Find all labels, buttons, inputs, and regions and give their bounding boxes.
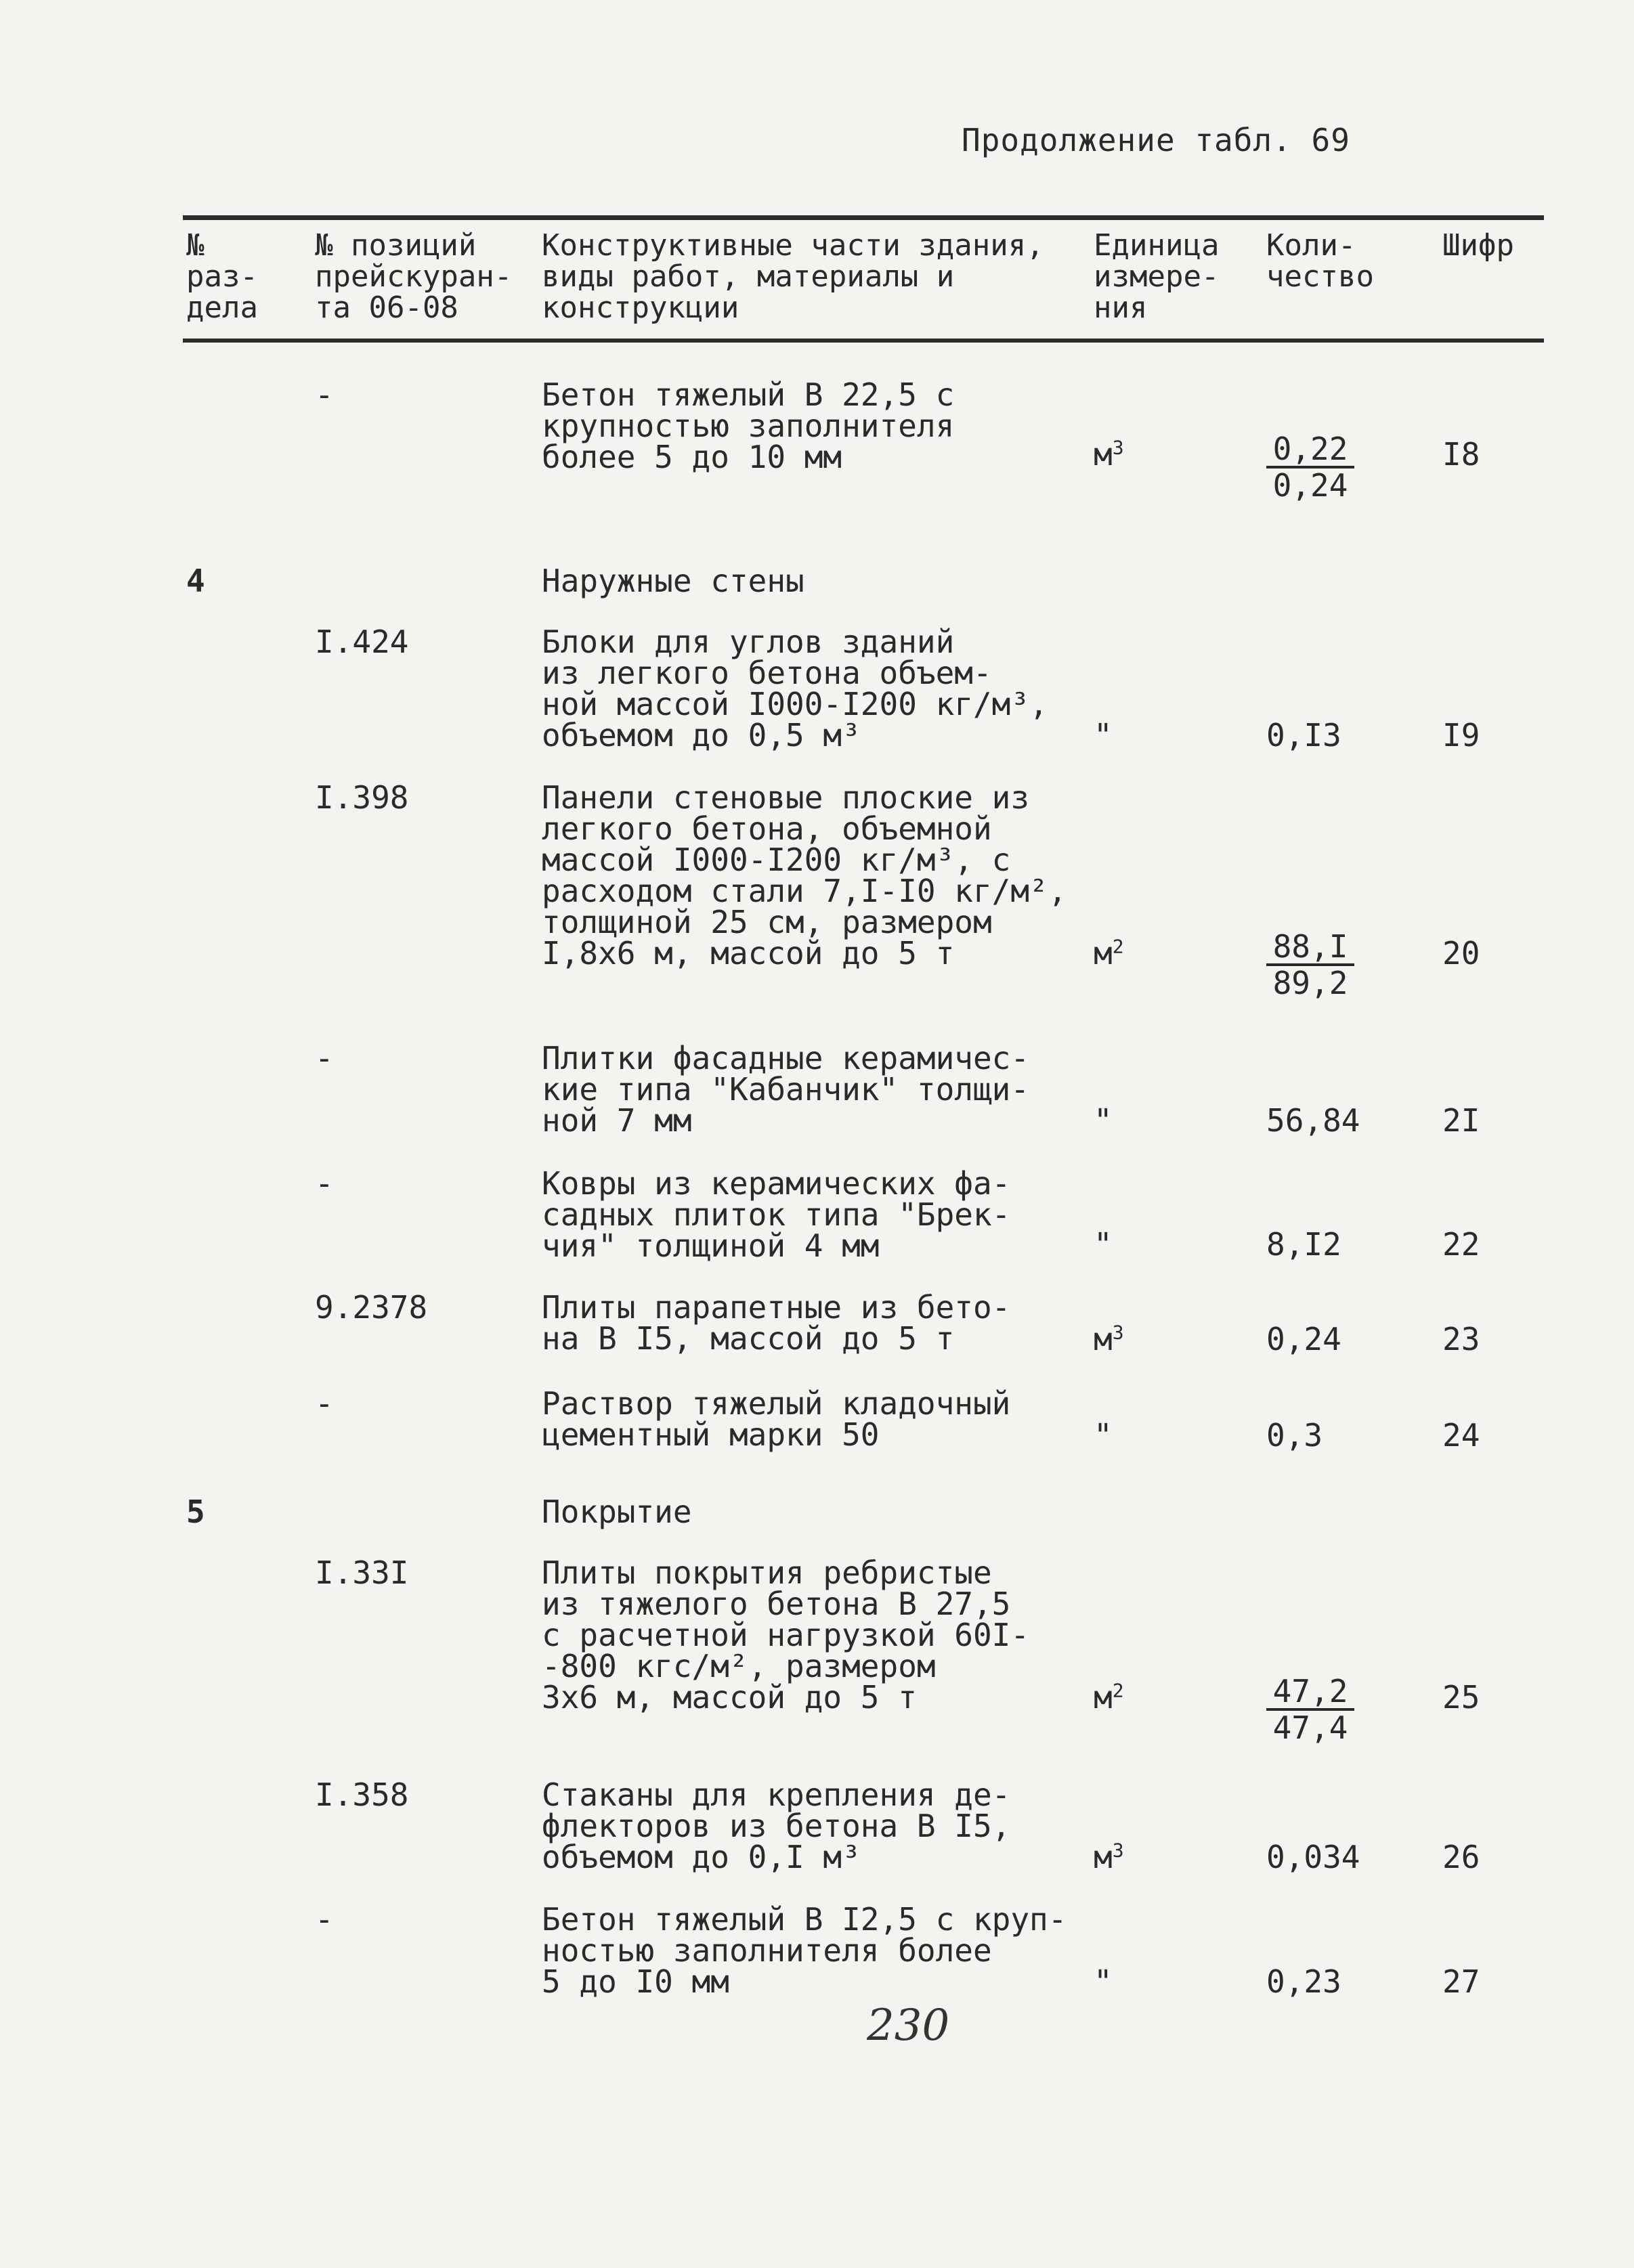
row-unit: $м^3$ <box>1094 1321 1124 1357</box>
row-quantity: 0,034 <box>1266 1839 1360 1875</box>
row-quantity: 8,I2 <box>1266 1226 1341 1263</box>
row-description: Ковры из керамических фа- садных плиток типа "Брек- чия" толщиной 4 мм <box>542 1165 1011 1264</box>
row-code: I9 <box>1442 717 1480 754</box>
row-quantity-fraction: $\frac{88,I}{89,2}$ <box>1266 931 1354 999</box>
header-price-position: № позиций прейскуран- та 06-08 <box>315 228 513 325</box>
row-unit: $м^2$ <box>1094 935 1124 972</box>
row-unit: $м^3$ <box>1094 1839 1124 1875</box>
row-code: 24 <box>1442 1417 1480 1454</box>
row-description: Бетон тяжелый В I2,5 с круп- ностью заполнителя более 5 до I0 мм <box>542 1901 1067 2000</box>
row-quantity: 0,3 <box>1266 1417 1323 1454</box>
row-position: I.358 <box>315 1776 409 1813</box>
row-description: Плиты парапетные из бето- на В I5, массой до 5 т <box>542 1289 1011 1357</box>
header-description: Конструктивные части здания, виды работ, материалы и конструкции <box>542 228 1044 325</box>
row-code: 25 <box>1442 1679 1480 1716</box>
row-description: Бетон тяжелый В 22,5 с крупностью заполнителя более 5 до 10 мм <box>542 376 955 475</box>
row-code: 26 <box>1442 1839 1480 1875</box>
row-quantity: 56,84 <box>1266 1102 1360 1139</box>
row-unit: $м^3$ <box>1094 436 1124 473</box>
row-position: I.33I <box>315 1554 409 1591</box>
row-position: - <box>315 1385 334 1422</box>
handwritten-page-number: 230 <box>867 2001 950 2051</box>
row-code: 20 <box>1442 935 1480 972</box>
header-top-rule <box>183 215 1544 220</box>
row-position: I.424 <box>315 624 409 660</box>
row-quantity: 0,I3 <box>1266 717 1341 754</box>
section-number: 5 <box>186 1493 205 1530</box>
row-position: - <box>315 1040 334 1076</box>
row-position: - <box>315 1901 334 1938</box>
table-caption: Продолжение табл. 69 <box>962 122 1350 158</box>
row-code: 22 <box>1442 1226 1480 1263</box>
row-code: 27 <box>1442 1963 1480 2000</box>
row-code: I8 <box>1442 436 1480 473</box>
row-quantity-fraction: $\frac{47,2}{47,4}$ <box>1266 1676 1354 1743</box>
row-description: Панели стеновые плоские из легкого бетона, объемной массой I000-I200 кг/м³, с расходом стали 7,I-I0 кг/м², толщиной 25 см, размером I,8x6 м, массой до 5 т <box>542 779 1067 972</box>
section-number: 4 <box>186 563 205 599</box>
header-section-no: № раз- дела <box>186 228 258 325</box>
header-unit: Единица измере- ния <box>1094 228 1220 325</box>
row-unit: " <box>1094 1963 1113 2000</box>
row-description: Плитки фасадные керамичес- кие типа "Кабанчик" толщи- ной 7 мм <box>542 1040 1030 1139</box>
row-description: Раствор тяжелый кладочный цементный марки 50 <box>542 1385 1011 1453</box>
header-code: Шифр <box>1442 228 1514 263</box>
section-title: Наружные стены <box>542 563 804 599</box>
row-unit: " <box>1094 1417 1113 1454</box>
header-quantity: Коли- чество <box>1266 228 1374 294</box>
row-quantity: 0,24 <box>1266 1321 1341 1357</box>
header-bottom-rule <box>183 339 1544 343</box>
row-quantity-fraction: $\frac{0,22}{0,24}$ <box>1266 433 1354 501</box>
section-title: Покрытие <box>542 1493 692 1530</box>
row-code: 2I <box>1442 1102 1480 1139</box>
row-quantity: 0,23 <box>1266 1963 1341 2000</box>
row-description: Стаканы для крепления де- флекторов из бетона В I5, объемом до 0,I м³ <box>542 1776 1011 1875</box>
row-code: 23 <box>1442 1321 1480 1357</box>
row-unit: $м^2$ <box>1094 1679 1124 1716</box>
row-position: - <box>315 1165 334 1202</box>
row-description: Плиты покрытия ребристые из тяжелого бетона В 27,5 с расчетной нагрузкой 60I- -800 кгс/м², размером 3x6 м, массой до 5 т <box>542 1554 1030 1716</box>
row-position: - <box>315 376 334 413</box>
row-unit: " <box>1094 1226 1113 1263</box>
row-unit: " <box>1094 1102 1113 1139</box>
row-position: 9.2378 <box>315 1289 428 1326</box>
row-unit: " <box>1094 717 1113 754</box>
row-position: I.398 <box>315 779 409 816</box>
row-description: Блоки для углов зданий из легкого бетона объем- ной массой I000-I200 кг/м³, объемом до 0,5 м³ <box>542 624 1048 754</box>
